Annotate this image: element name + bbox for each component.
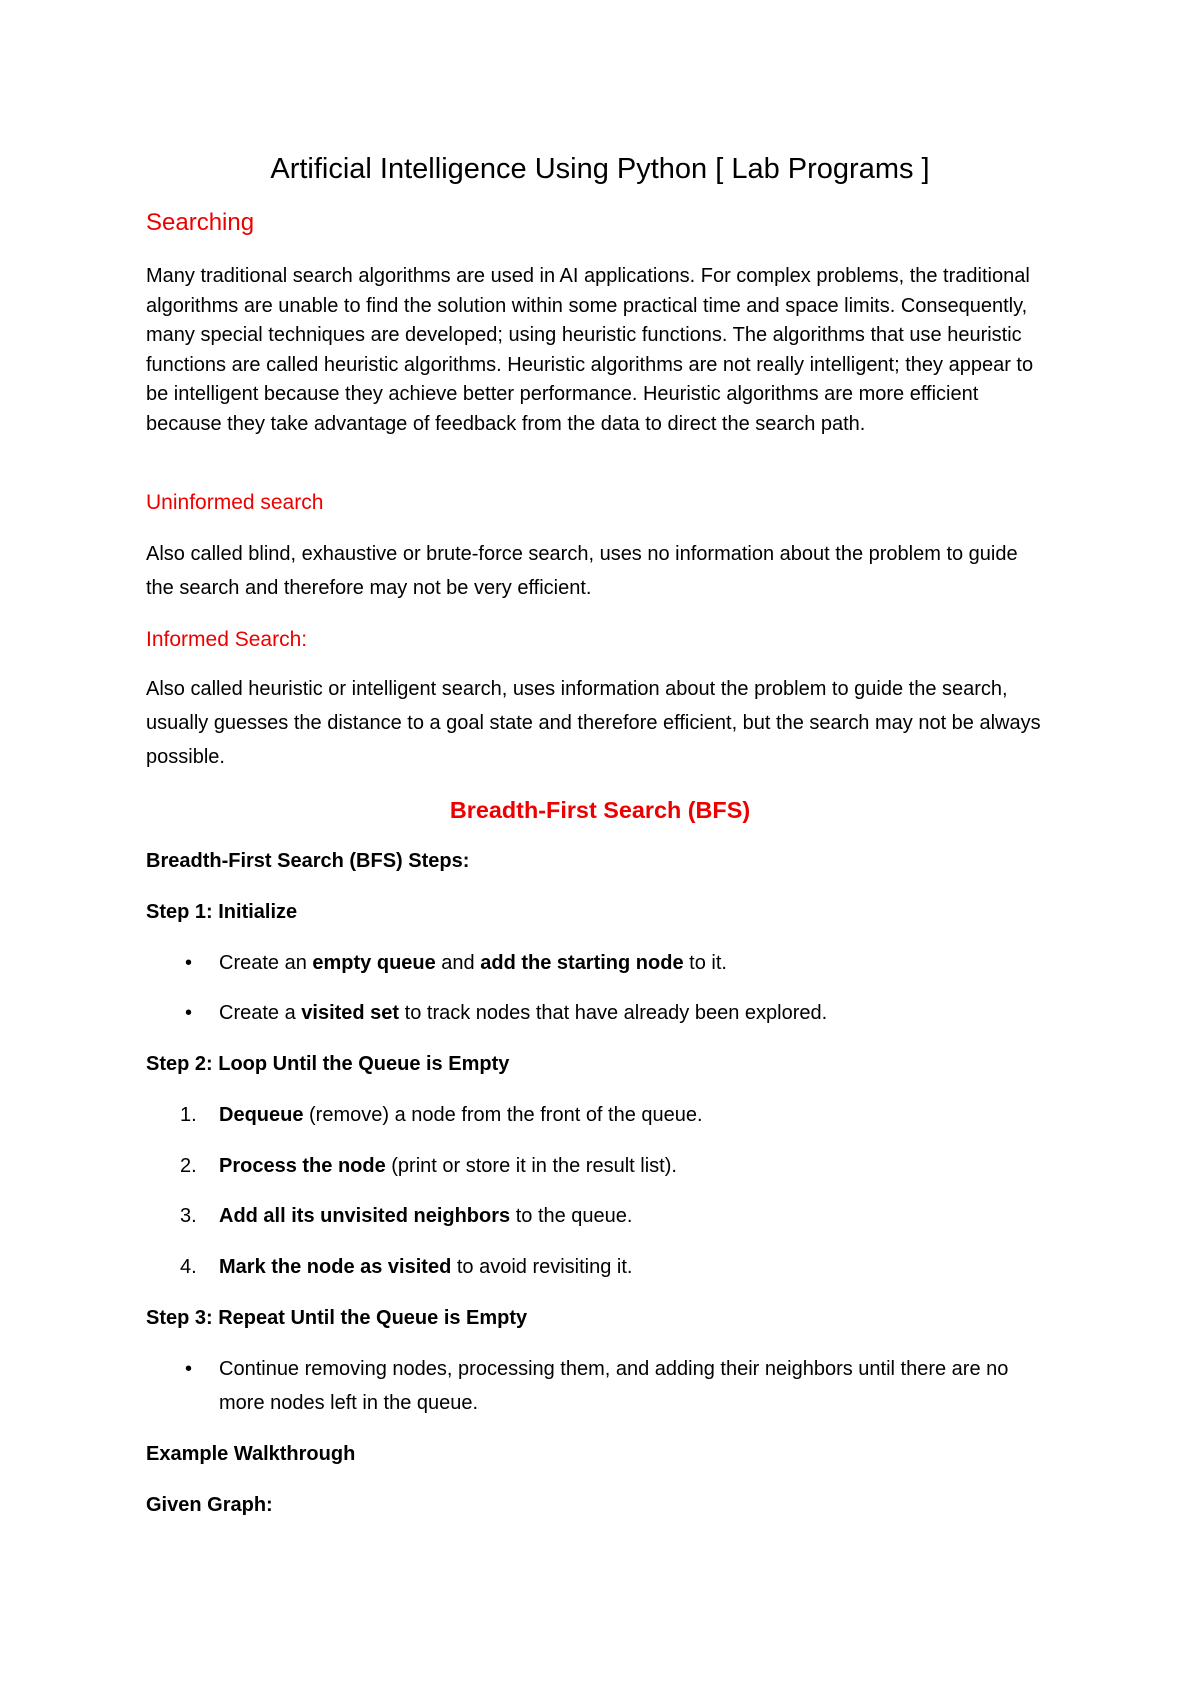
- section-heading-uninformed: Uninformed search: [146, 491, 324, 514]
- section-heading-bfs: Breadth-First Search (BFS): [449, 797, 751, 823]
- step2-item-1: Dequeue (remove) a node from the front of the queue.: [219, 1104, 703, 1126]
- list-number: 3.: [180, 1205, 197, 1227]
- uninformed-paragraph: Also called blind, exhaustive or brute-force search, uses no information about the problem to guide the search and therefore may not be very efficient.: [146, 543, 1018, 599]
- step1-heading: Step 1: Initialize: [146, 901, 298, 923]
- list-number: 1.: [180, 1104, 197, 1126]
- step1-bullet-2: Create a visited set to track nodes that have already been explored.: [219, 1002, 828, 1024]
- step3-heading: Step 3: Repeat Until the Queue is Empty: [146, 1307, 528, 1329]
- graph-heading: Given Graph:: [146, 1494, 273, 1516]
- step2-item-4: Mark the node as visited to avoid revisiting it.: [219, 1256, 633, 1278]
- bullet-icon: •: [185, 952, 193, 974]
- step2-item-2: Process the node (print or store it in the result list).: [219, 1155, 677, 1177]
- step2-item-3: Add all its unvisited neighbors to the queue.: [219, 1205, 633, 1227]
- example-heading: Example Walkthrough: [146, 1443, 356, 1465]
- bullet-icon: •: [185, 1002, 193, 1024]
- section-heading-searching: Searching: [146, 209, 255, 236]
- bfs-steps-heading: Breadth-First Search (BFS) Steps:: [146, 850, 470, 872]
- step2-heading: Step 2: Loop Until the Queue is Empty: [146, 1053, 510, 1075]
- bullet-icon: •: [185, 1358, 193, 1380]
- step3-bullet: Continue removing nodes, processing them, and adding their neighbors until there are no more nodes left in the queue.: [219, 1358, 1009, 1414]
- step1-bullet-1: Create an empty queue and add the starting node to it.: [219, 952, 727, 974]
- list-number: 4.: [180, 1256, 197, 1278]
- list-number: 2.: [180, 1155, 197, 1177]
- section-heading-informed: Informed Search:: [146, 628, 308, 651]
- document-title: Artificial Intelligence Using Python [ Lab Programs ]: [270, 153, 930, 185]
- informed-paragraph: Also called heuristic or intelligent search, uses information about the problem to guide the search, usually guesses the distance to a goal state and therefore efficient, but the search may not be always possible.: [146, 678, 1041, 768]
- searching-paragraph: Many traditional search algorithms are used in AI applications. For complex problems, the traditional algorithms are unable to find the solution within some practical time and space limits. Consequently, many special techniques are developed; using heuristic functions. The algorithms that use heuristic functions are called heuristic algorithms. Heuristic algorithms are not really intelligent; they appear to be intelligent because they achieve better performance. Heuristic algorithms are more efficient because they take advantage of feedback from the data to direct the search path.: [146, 265, 1034, 435]
